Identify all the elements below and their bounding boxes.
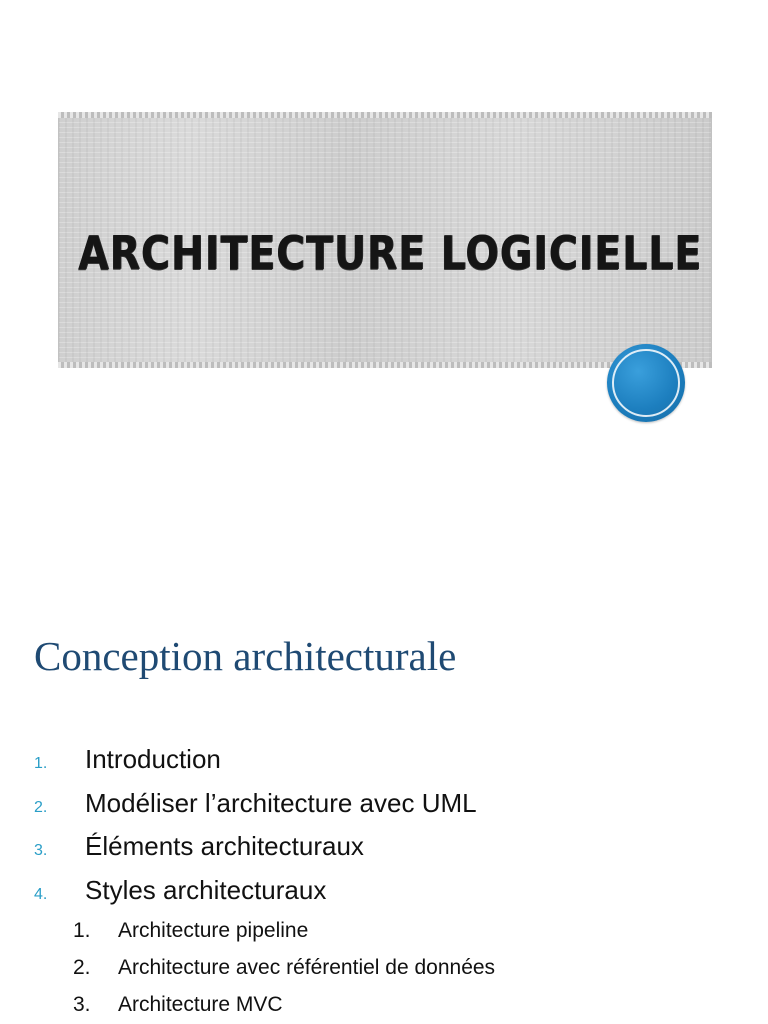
slide-title: ARCHITECTURE LOGICIELLE xyxy=(78,226,702,280)
outline-label: Introduction xyxy=(85,744,221,774)
outline-number: 3. xyxy=(34,842,48,859)
outline-number: 2. xyxy=(34,799,48,816)
section-title: Conception architecturale xyxy=(34,633,457,679)
circle-badge-icon xyxy=(607,344,685,422)
outline-label: Styles architecturaux xyxy=(85,875,327,905)
outline-label: Éléments architecturaux xyxy=(85,831,364,861)
sub-outline-label: Architecture MVC xyxy=(118,993,283,1016)
sub-outline-label: Architecture avec référentiel de données xyxy=(118,956,496,979)
sub-outline-number: 2. xyxy=(73,956,91,979)
title-banner xyxy=(58,112,712,368)
badge-ring xyxy=(612,349,680,417)
outline-label: Modéliser l’architecture avec UML xyxy=(85,788,477,818)
sub-outline-number: 1. xyxy=(73,919,91,942)
sub-outline-number: 3. xyxy=(73,993,91,1016)
sub-outline-label: Architecture pipeline xyxy=(118,919,309,942)
outline-number: 1. xyxy=(34,755,48,772)
outline-number: 4. xyxy=(34,886,48,903)
